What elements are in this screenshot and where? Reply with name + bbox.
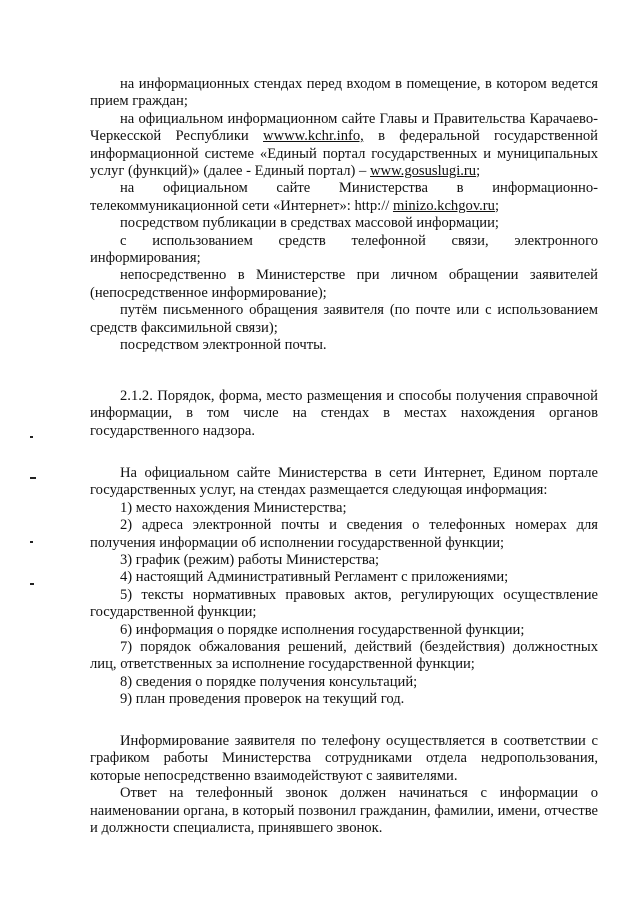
intro-paragraph: На официальном сайте Министерства в сети Интернет, Едином портале государственных услуг, на стендах размещается следующая информация: (90, 465, 598, 499)
list-item: непосредственно в Министерстве при личном обращении заявителей (непосредственное информирование); (90, 267, 598, 301)
ministry-site-link[interactable]: minizo.kchgov.ru (392, 197, 495, 214)
phone-answer-paragraph: Ответ на телефонный звонок должен начинаться с информации о наименовании органа, в который позвонил гражданин, фамилии, имени, отчестве и должности специалиста, принявшего звонок. (90, 785, 598, 837)
section-2-1-2 (90, 388, 598, 440)
numbered-item: 3) график (режим) работы Министерства; (120, 552, 380, 569)
list-item: посредством электронной почты. (120, 337, 327, 354)
phone-paragraph: Информирование заявителя по телефону осуществляется в соответствии с графиком работы Министерства сотрудниками отдела недропользования, которые непосредственно взаимодействуют с заявителями. (90, 733, 598, 784)
list-item: путём письменного обращения заявителя (по почте или с использованием средств факсимильной связи); (90, 302, 598, 336)
margin-mark (30, 436, 33, 438)
numbered-item: 9) план проведения проверок на текущий год. (120, 691, 405, 708)
numbered-item: 5) тексты нормативных правовых актов, регулирующих осуществление государственной функции; (90, 586, 598, 621)
section-heading: 2.1.2. Порядок, форма, место размещения и способы получения справочной информации, в том числе на стендах в местах нахождения органов государственного надзора. (90, 388, 598, 439)
kchr-link[interactable]: wwww.kchr.info, (263, 128, 364, 145)
margin-mark (30, 541, 33, 543)
numbered-item: 4) настоящий Административный Регламент с приложениями; (120, 569, 509, 586)
numbered-item: 7) порядок обжалования решений, действий (бездействия) должностных лиц, ответственных за исполнение государственной функции; (90, 639, 598, 673)
numbered-item: 8) сведения о порядке получения консультаций; (120, 673, 418, 690)
margin-mark (30, 477, 36, 479)
posted-info-block (90, 465, 598, 709)
numbered-item: 2) адреса электронной почты и сведения о телефонных номерах для получения информации об исполнении государственной функции; (90, 517, 598, 551)
margin-mark (30, 583, 34, 585)
list-item: посредством публикации в средствах массовой информации; (120, 215, 499, 232)
list-item: на официальном сайте Министерства в информационно-телекоммуникационной сети «Интернет»: http:// minizo.kchgov.ru; (90, 180, 598, 214)
list-item: на официальном информационном сайте Главы и Правительства Карачаево-Черкесской Республики wwww.kchr.info, в федеральной государственной информационной системе «Единый портал государственных и муниципальных услуг (функций)» (далее - Единый портал) – www.gosuslugi.ru; (90, 110, 598, 180)
gosuslugi-link[interactable]: www.gosuslugi.ru (370, 163, 477, 180)
info-methods-list (90, 76, 598, 355)
phone-info-block (90, 733, 598, 837)
list-item: на информационных стендах перед входом в помещение, в котором ведется прием граждан; (90, 76, 598, 110)
list-item: с использованием средств телефонной связи, электронного информирования; (90, 232, 598, 267)
numbered-item: 1) место нахождения Министерства; (120, 499, 347, 516)
numbered-item: 6) информация о порядке исполнения государственной функции; (120, 621, 525, 638)
